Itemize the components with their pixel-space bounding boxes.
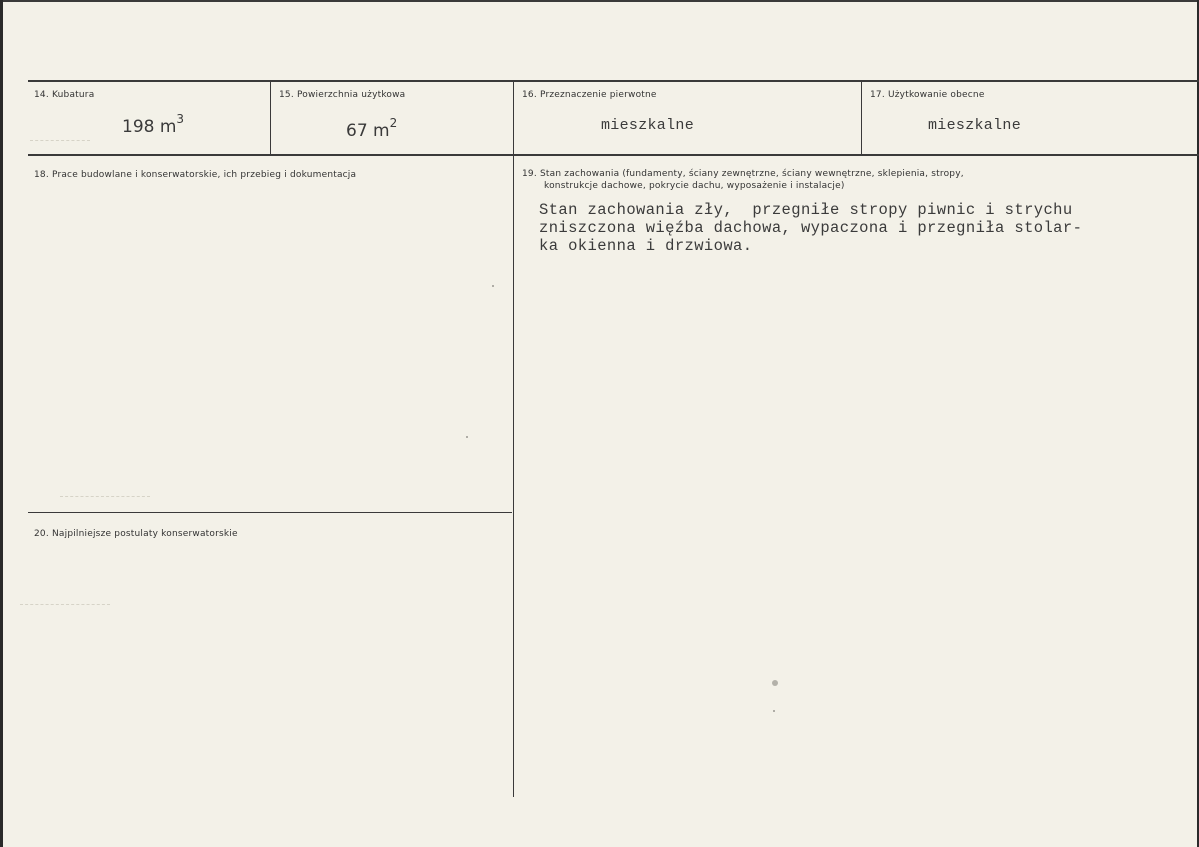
rule-below-row <box>28 154 1199 156</box>
divider-14-15 <box>270 82 271 154</box>
paper-speck <box>772 680 778 686</box>
divider-main-columns <box>513 156 514 797</box>
field-17-label: 17. Użytkowanie obecne <box>870 90 985 100</box>
rule-top-row <box>28 80 1199 82</box>
field-15-label: 15. Powierzchnia użytkowa <box>279 90 406 100</box>
condition-line-2: zniszczona więźba dachowa, wypaczona i przegniła stolar- <box>539 219 1083 237</box>
cubature-text: 198 m <box>122 117 177 137</box>
divider-16-17 <box>861 82 862 154</box>
paper-speck <box>466 436 468 438</box>
field-19-label-line1: 19. Stan zachowania (fundamenty, ściany zewnętrzne, ściany wewnętrzne, sklepienia, stropy, <box>522 169 964 179</box>
guide-dash <box>30 140 90 141</box>
paper-speck <box>773 710 775 712</box>
field-16-value: mieszkalne <box>601 117 695 134</box>
card-top-edge <box>0 0 1199 2</box>
field-14-value <box>122 112 184 137</box>
cubature-unit-exponent: 3 <box>176 112 185 126</box>
field-16-label: 16. Przeznaczenie pierwotne <box>522 90 657 100</box>
divider-15-16 <box>513 82 514 154</box>
field-20-label: 20. Najpilniejsze postulaty konserwatorskie <box>34 529 238 539</box>
field-14-label: 14. Kubatura <box>34 90 95 100</box>
field-18-label: 18. Prace budowlane i konserwatorskie, ich przebieg i dokumentacja <box>34 170 357 180</box>
guide-dash <box>20 604 110 605</box>
guide-dash <box>60 496 150 497</box>
field-15-value <box>346 116 397 141</box>
area-text: 67 m <box>346 121 390 141</box>
rule-section-20 <box>28 512 512 513</box>
field-19-label-line2: konstrukcje dachowe, pokrycie dachu, wyposażenie i instalacje) <box>544 181 845 191</box>
paper-speck <box>492 285 494 287</box>
condition-line-3: ka okienna i drzwiowa. <box>539 237 753 255</box>
field-17-value: mieszkalne <box>928 117 1022 134</box>
area-unit-exponent: 2 <box>389 116 398 130</box>
card-left-edge <box>0 0 3 847</box>
condition-line-1: Stan zachowania zły, przegniłe stropy piwnic i strychu <box>539 201 1073 219</box>
